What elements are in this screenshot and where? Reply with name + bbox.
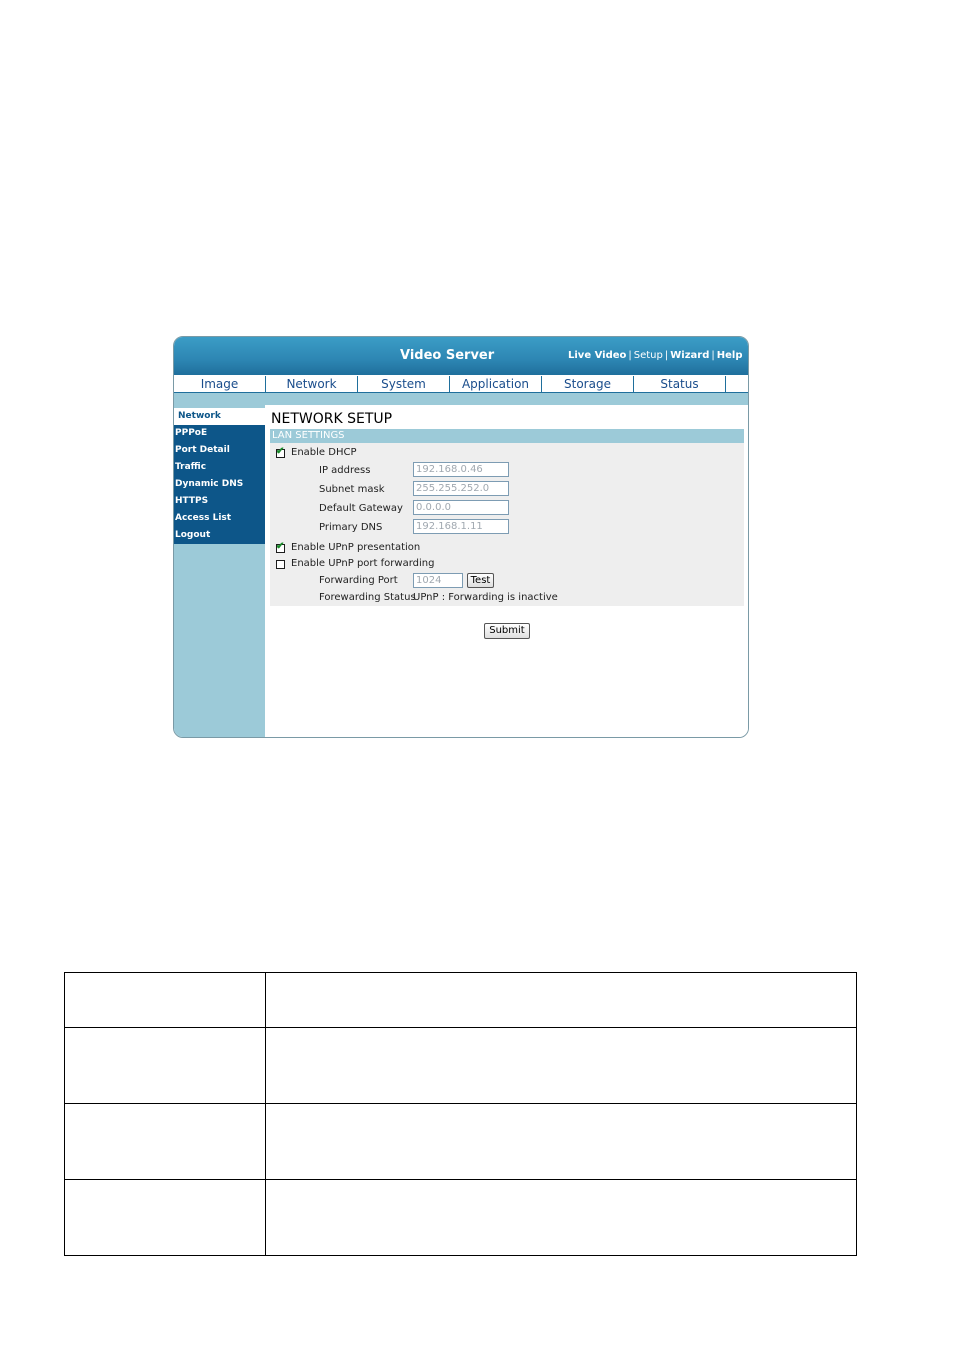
setup-link[interactable]: Setup [633, 350, 663, 361]
upnp-presentation-label: Enable UPnP presentation [291, 542, 421, 553]
tab-status[interactable]: Status [634, 376, 726, 392]
tab-storage[interactable]: Storage [542, 376, 634, 392]
primary-dns-label: Primary DNS [319, 522, 383, 533]
tab-image[interactable]: Image [174, 376, 266, 392]
table-cell [65, 1180, 266, 1256]
submit-button[interactable]: Submit [484, 623, 530, 639]
table-cell [65, 1104, 266, 1180]
table-row [65, 1028, 857, 1104]
section-title: LAN SETTINGS [270, 429, 744, 443]
table-cell [266, 1180, 857, 1256]
header-banner [174, 337, 748, 375]
lan-settings-panel [270, 443, 744, 606]
live-video-link[interactable]: Live Video [568, 350, 627, 361]
help-link[interactable]: Help [716, 350, 743, 361]
table-cell [65, 1028, 266, 1104]
sidebar-item-port-detail[interactable]: Port Detail [175, 445, 230, 455]
table-row [65, 1104, 857, 1180]
sidebar-item-access-list[interactable]: Access List [175, 513, 232, 523]
upnp-forwarding-checkbox[interactable] [276, 560, 285, 569]
tab-system[interactable]: System [358, 376, 450, 392]
upnp-forwarding-label: Enable UPnP port forwarding [291, 558, 435, 569]
sub-bar [174, 393, 748, 405]
page-title: NETWORK SETUP [271, 411, 393, 427]
sidebar [174, 405, 265, 738]
table-row [65, 973, 857, 1028]
table-cell [266, 973, 857, 1028]
forwarding-status-label: Forewarding Status [319, 592, 416, 603]
document-table [64, 972, 857, 1256]
default-gateway-field[interactable]: 0.0.0.0 [413, 500, 509, 515]
tab-network[interactable]: Network [266, 376, 358, 392]
forwarding-port-field[interactable]: 1024 [413, 573, 463, 588]
table-cell [266, 1104, 857, 1180]
sidebar-item-logout[interactable]: Logout [175, 530, 211, 540]
enable-dhcp-label: Enable DHCP [291, 447, 357, 458]
primary-dns-field[interactable]: 192.168.1.11 [413, 519, 509, 534]
top-links [568, 350, 743, 361]
table-row [65, 1180, 857, 1256]
sidebar-item-traffic[interactable]: Traffic [175, 462, 207, 472]
forwarding-status-value: UPnP : Forwarding is inactive [413, 592, 558, 603]
sidebar-item-dynamic-dns[interactable]: Dynamic DNS [175, 479, 244, 489]
table-cell [266, 1028, 857, 1104]
forwarding-port-label: Forwarding Port [319, 575, 398, 586]
sidebar-item-https[interactable]: HTTPS [175, 496, 209, 506]
video-server-window [173, 336, 749, 738]
check-icon: ✔ [276, 446, 285, 457]
app-title: Video Server [400, 348, 495, 363]
sidebar-item-pppoe[interactable]: PPPoE [175, 428, 208, 438]
link-separator: | [664, 350, 669, 361]
test-button[interactable]: Test [467, 573, 494, 588]
tab-application[interactable]: Application [450, 376, 542, 392]
link-separator: | [628, 350, 632, 361]
sidebar-item-network[interactable]: Network [174, 408, 265, 425]
sidebar-menu [174, 408, 265, 544]
enable-dhcp-checkbox[interactable] [276, 446, 285, 458]
check-icon: ✔ [276, 541, 285, 552]
ip-address-field[interactable]: 192.168.0.46 [413, 462, 509, 477]
table-cell [65, 973, 266, 1028]
main-tabs [174, 376, 748, 393]
subnet-mask-label: Subnet mask [319, 484, 385, 495]
ip-address-label: IP address [319, 465, 371, 476]
wizard-link[interactable]: Wizard [670, 350, 710, 361]
main-content [266, 405, 749, 738]
subnet-mask-field[interactable]: 255.255.252.0 [413, 481, 509, 496]
link-separator: | [711, 350, 715, 361]
upnp-presentation-checkbox[interactable] [276, 541, 285, 553]
default-gateway-label: Default Gateway [319, 503, 403, 514]
